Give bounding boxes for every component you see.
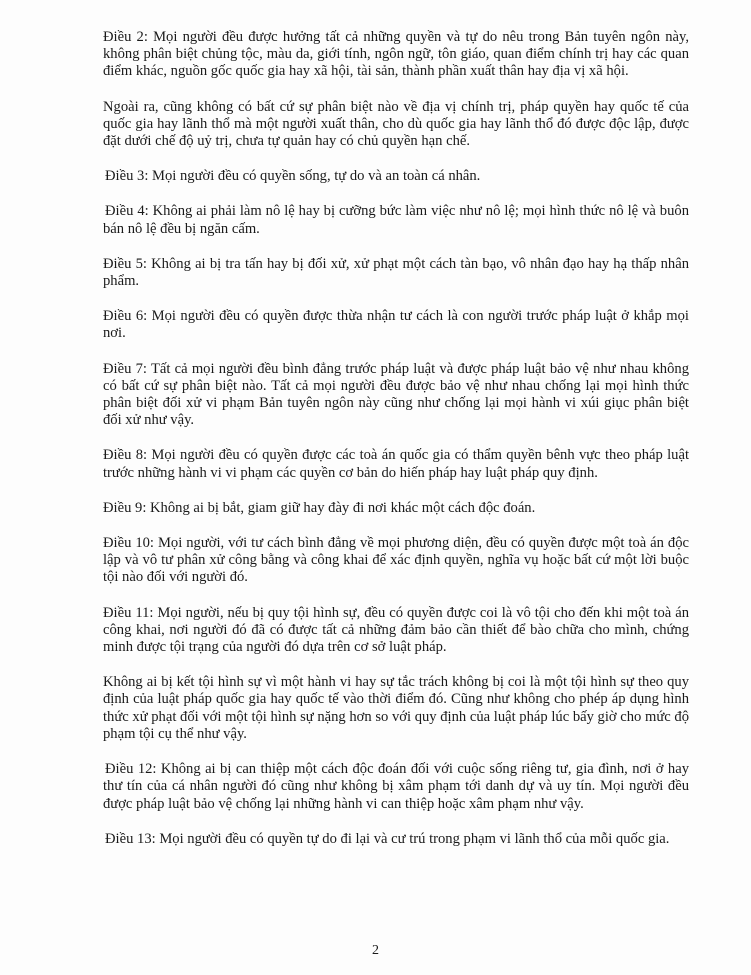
document-body [103, 29, 689, 866]
article-7-paragraph: Điều 7: Tất cả mọi người đều bình đẳng trước pháp luật và được pháp luật bảo vệ như nhau không có bất cứ sự phân biệt nào. Tất cả mọi người đều được bảo vệ như nhau chống lại mọi hình thức phân biệt đối xử vi phạm Bản tuyên ngôn này cũng như chống lại mọi hành vi xúi giục phân biệt đối xử như vậy. [103, 360, 689, 429]
article-6-paragraph: Điều 6: Mọi người đều có quyền được thừa nhận tư cách là con người trước pháp luật ở khắp mọi nơi. [103, 308, 689, 342]
article-2-paragraph: Điều 2: Mọi người đều được hưởng tất cả những quyền và tự do nêu trong Bản tuyên ngôn này, không phân biệt chủng tộc, màu da, giới tính, ngôn ngữ, tôn giáo, quan điểm chính trị hay các quan điểm khác, nguồn gốc quốc gia hay xã hội, tài sản, thành phần xuất thân hay địa vị xã hội. [103, 29, 689, 80]
article-3-paragraph: Điều 3: Mọi người đều có quyền sống, tự do và an toàn cá nhân. [105, 168, 481, 185]
article-4-paragraph: Điều 4: Không ai phải làm nô lệ hay bị cưỡng bức làm việc như nô lệ; mọi hình thức nô lệ và buôn bán nô lệ đều bị ngăn cấm. [103, 203, 689, 237]
article-10-paragraph: Điều 10: Mọi người, với tư cách bình đẳng về mọi phương diện, đều có quyền được một toà án độc lập và vô tư phân xử công bằng và công khai để xác định quyền, nghĩa vụ hoặc bất cứ một lời buộc tội nào đối với người đó. [103, 535, 689, 586]
article-2-continuation-paragraph: Ngoài ra, cũng không có bất cứ sự phân biệt nào về địa vị chính trị, pháp quyền hay quốc tế của quốc gia hay lãnh thổ mà một người xuất thân, cho dù quốc gia hay lãnh thổ đó được độc lập, được đặt dưới chế độ uỷ trị, chưa tự quản hay có chủ quyền hạn chế. [103, 98, 689, 150]
page-number: 2 [372, 943, 379, 958]
article-11-continuation-paragraph: Không ai bị kết tội hình sự vì một hành vi hay sự tắc trách không bị coi là một tội hình sự theo quy định của luật pháp quốc gia hay quốc tế vào thời điểm đó. Cũng như không cho phép áp dụng hình thức xử phạt đối với một tội hình sự nặng hơn so với quy định của luật pháp lúc bấy giờ cho mức độ phạm tội cụ thể như vậy. [103, 674, 689, 742]
article-8-paragraph: Điều 8: Mọi người đều có quyền được các toà án quốc gia có thẩm quyền bênh vực theo pháp luật trước những hành vi vi phạm các quyền cơ bản do hiến pháp hay luật pháp quy định. [103, 447, 689, 481]
article-5-paragraph: Điều 5: Không ai bị tra tấn hay bị đối xử, xử phạt một cách tàn bạo, vô nhân đạo hay hạ thấp nhân phẩm. [103, 255, 689, 290]
article-12-paragraph: Điều 12: Không ai bị can thiệp một cách độc đoán đối với cuộc sống riêng tư, gia đình, nơi ở hay thư tín của cá nhân người đó cũng như không bị xâm phạm tới danh dự và uy tín. Mọi người đều được pháp luật bảo vệ chống lại những hành vi can thiệp hoặc xâm phạm như vậy. [103, 761, 689, 812]
article-9-paragraph: Điều 9: Không ai bị bắt, giam giữ hay đày đi nơi khác một cách độc đoán. [103, 499, 536, 516]
article-11-paragraph: Điều 11: Mọi người, nếu bị quy tội hình sự, đều có quyền được coi là vô tội cho đến khi một toà án công khai, nơi người đó đã có được tất cả những đảm bảo cần thiết để bào chữa cho mình, chứng minh được tội trạng của người đó dựa trên cơ sở luật pháp. [103, 604, 689, 656]
article-13-paragraph: Điều 13: Mọi người đều có quyền tự do đi lại và cư trú trong phạm vi lãnh thổ của mỗi quốc gia. [105, 830, 670, 847]
